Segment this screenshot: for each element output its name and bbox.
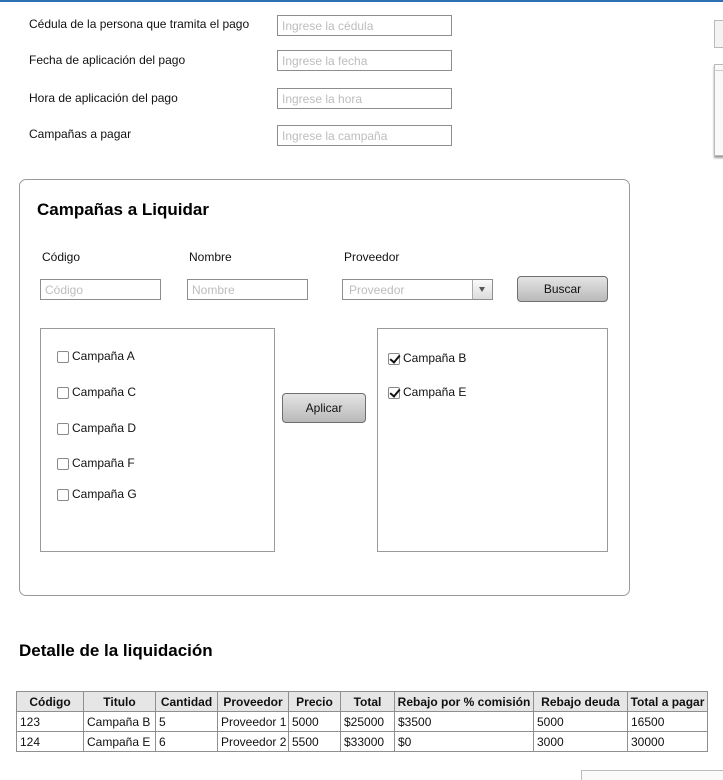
bottom-panel-edge bbox=[581, 770, 723, 780]
column-header: Total a pagar bbox=[628, 692, 708, 712]
table-cell: 5500 bbox=[289, 732, 341, 752]
column-header: Total bbox=[341, 692, 395, 712]
checkbox-checked[interactable] bbox=[388, 387, 400, 399]
table-cell: Proveedor 2 bbox=[218, 732, 289, 752]
cedula-label: Cédula de la persona que tramita el pago bbox=[29, 17, 250, 31]
checkbox-checked[interactable] bbox=[388, 353, 400, 365]
side-widget-tab bbox=[714, 20, 723, 48]
table-row bbox=[17, 712, 708, 732]
column-header: Precio bbox=[289, 692, 341, 712]
supplier-select-placeholder: Proveedor bbox=[349, 283, 405, 297]
table-cell: 3000 bbox=[534, 732, 628, 752]
campaign-label: Campaña F bbox=[72, 456, 135, 470]
code-filter-label: Código bbox=[42, 250, 81, 264]
cedula-input[interactable] bbox=[277, 15, 452, 36]
side-widget-divider bbox=[714, 70, 723, 71]
detail-title: Detalle de la liquidación bbox=[19, 641, 213, 660]
table-cell: Campaña B bbox=[84, 712, 156, 732]
detail-table bbox=[16, 691, 708, 752]
supplier-select[interactable] bbox=[342, 279, 493, 300]
hora-input[interactable] bbox=[277, 88, 452, 109]
checkbox[interactable] bbox=[57, 489, 69, 501]
table-cell: $25000 bbox=[341, 712, 395, 732]
column-header: Código bbox=[17, 692, 84, 712]
campaign-label: Campaña D bbox=[72, 421, 137, 435]
table-cell: 5000 bbox=[534, 712, 628, 732]
name-filter-input[interactable] bbox=[187, 279, 308, 300]
table-cell: $3500 bbox=[395, 712, 534, 732]
campanas-label: Campañas a pagar bbox=[29, 127, 132, 141]
checkbox[interactable] bbox=[57, 423, 69, 435]
column-header: Rebajo deuda bbox=[534, 692, 628, 712]
column-header: Cantidad bbox=[156, 692, 218, 712]
table-cell: 30000 bbox=[628, 732, 708, 752]
table-cell: 5000 bbox=[289, 712, 341, 732]
table-cell: 6 bbox=[156, 732, 218, 752]
window-top-border bbox=[0, 0, 723, 2]
table-cell: 124 bbox=[17, 732, 84, 752]
table-cell: 123 bbox=[17, 712, 84, 732]
table-header-row bbox=[17, 692, 708, 712]
side-panel-edge bbox=[714, 0, 723, 158]
code-filter-input[interactable] bbox=[40, 279, 161, 300]
campaign-label: Campaña B bbox=[403, 351, 467, 365]
checkbox[interactable] bbox=[57, 458, 69, 470]
table-cell: $0 bbox=[395, 732, 534, 752]
column-header: Proveedor bbox=[218, 692, 289, 712]
campaigns-panel-title: Campañas a Liquidar bbox=[37, 200, 209, 219]
table-cell: Campaña E bbox=[84, 732, 156, 752]
campaign-label: Campaña G bbox=[72, 487, 137, 501]
column-header: Titulo bbox=[84, 692, 156, 712]
fecha-input[interactable] bbox=[277, 50, 452, 71]
checkbox[interactable] bbox=[57, 387, 69, 399]
fecha-label: Fecha de aplicación del pago bbox=[29, 53, 186, 67]
checkbox[interactable] bbox=[57, 351, 69, 363]
apply-button[interactable]: Aplicar bbox=[282, 393, 366, 423]
hora-label: Hora de aplicación del pago bbox=[29, 91, 178, 105]
table-cell: $33000 bbox=[341, 732, 395, 752]
campaign-label: Campaña E bbox=[403, 385, 467, 399]
supplier-filter-label: Proveedor bbox=[344, 250, 400, 264]
campaign-label: Campaña A bbox=[72, 349, 135, 363]
search-button[interactable]: Buscar bbox=[517, 276, 608, 302]
table-cell: 5 bbox=[156, 712, 218, 732]
campaign-label: Campaña C bbox=[72, 385, 137, 399]
side-widget-popup bbox=[714, 64, 723, 156]
campanas-input[interactable] bbox=[277, 125, 452, 146]
chevron-down-icon[interactable] bbox=[472, 280, 492, 299]
table-cell: Proveedor 1 bbox=[218, 712, 289, 732]
table-row bbox=[17, 732, 708, 752]
name-filter-label: Nombre bbox=[189, 250, 232, 264]
table-cell: 16500 bbox=[628, 712, 708, 732]
column-header: Rebajo por % comisión bbox=[395, 692, 534, 712]
